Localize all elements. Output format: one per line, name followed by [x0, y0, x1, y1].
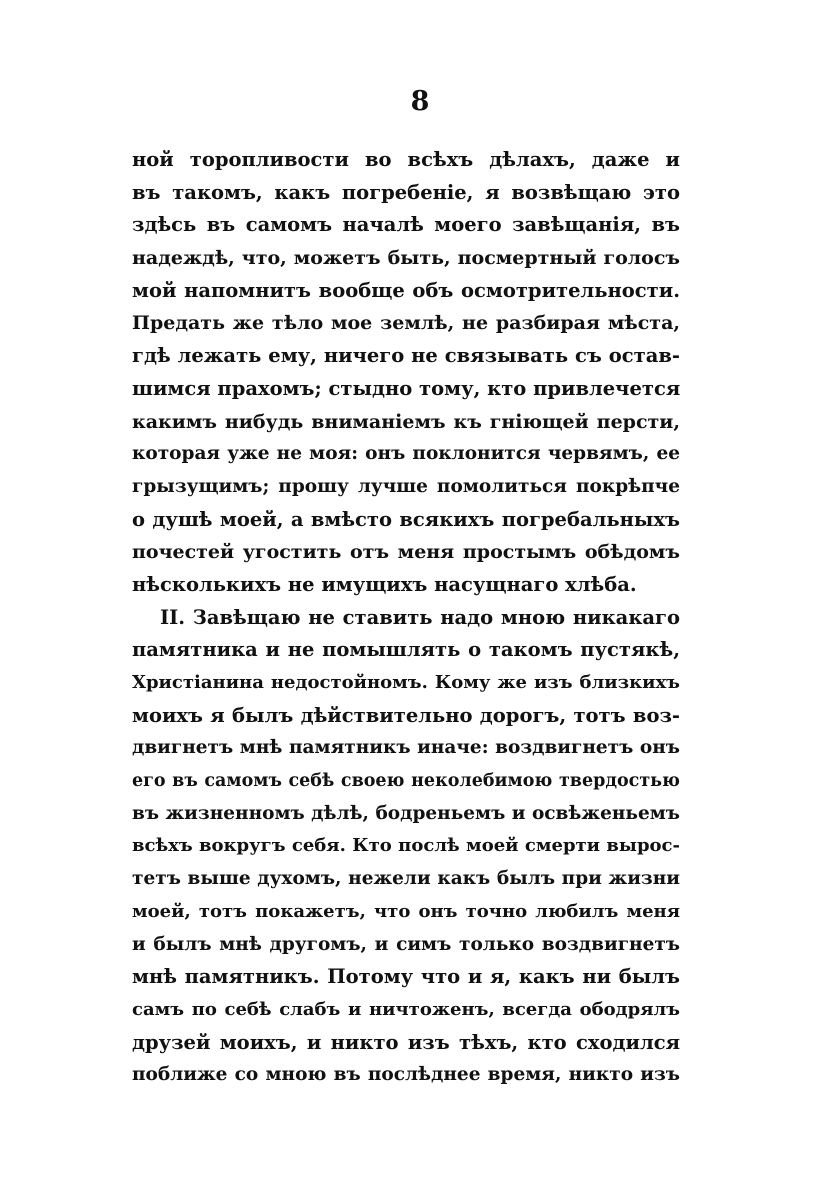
text-line: мнѣ памятникъ. Потому что и я, какъ ни былъ [132, 965, 680, 989]
page-number: 8 [410, 86, 430, 117]
text-line: II. Завѣщаю не ставить надо мною никакаго [160, 605, 680, 629]
text-line: почестей угостить отъ меня простымъ обѣдомъ [132, 541, 680, 564]
text-line: здѣсь въ самомъ началѣ моего завѣщанія, въ [132, 213, 680, 237]
text-line: о душѣ моей, а вмѣсто всякихъ погребальныхъ [132, 507, 680, 531]
text-line: грызущимъ; прошу лучше помолиться покрѣпче [132, 475, 680, 497]
text-line: двигнетъ мнѣ памятникъ иначе: воздвигнетъ онъ [132, 737, 680, 759]
text-line: въ жизненномъ дѣлѣ, бодреньемъ и освѣженьемъ [132, 802, 680, 824]
text-line: въ такомъ, какъ погребеніе, я возвѣщаю это [132, 180, 680, 204]
text-line: его въ самомъ себѣ своею неколебимою твердостью [132, 771, 680, 792]
body-text [132, 144, 680, 1092]
text-line: какимъ нибудь вниманіемъ къ гніющей персти, [132, 410, 680, 433]
text-line: тетъ выше духомъ, нежели какъ былъ при жизни [132, 868, 680, 890]
text-line: и былъ мнѣ другомъ, и симъ только воздвигнетъ [132, 933, 680, 955]
text-line: мой напомнитъ вообще объ осмотрительности. [132, 278, 680, 302]
text-line: которая уже не моя: онъ поклонится червямъ, ее [132, 443, 680, 465]
text-line: Христіанина недостойномъ. Кому же изъ близкихъ [132, 672, 680, 693]
text-line: друзей моихъ, и никто изъ тѣхъ, кто сходился [132, 1030, 680, 1054]
text-line: ной торопливости во всѣхъ дѣлахъ, даже и [132, 148, 680, 171]
text-line: моей, тотъ покажетъ, что онъ точно любилъ меня [132, 900, 680, 922]
text-line: поближе со мною въ послѣднее время, никто изъ [132, 1064, 680, 1086]
text-line: Предать же тѣло мое землѣ, не разбирая мѣста, [132, 312, 680, 335]
text-line: памятника и не помышлять о такомъ пустякѣ, [132, 638, 680, 662]
text-line: нѣсколькихъ не имущихъ насущнаго хлѣба. [132, 572, 637, 596]
paragraph-1 [132, 144, 680, 602]
text-line: шимся прахомъ; стыдно тому, кто привлечется [132, 376, 680, 400]
text-line: надеждѣ, что, можетъ быть, посмертный голосъ [132, 247, 680, 270]
text-line: самъ по себѣ слабъ и ничтоженъ, всегда ободрялъ [132, 998, 680, 1020]
text-line: всѣхъ вокругъ себя. Кто послѣ моей смерти вырос- [132, 835, 680, 857]
text-line: гдѣ лежать ему, ничего не связывать съ остав- [132, 344, 680, 368]
paragraph-2 [132, 602, 680, 1092]
text-line: моихъ я былъ дѣйствительно дорогъ, тотъ воз- [132, 703, 680, 727]
